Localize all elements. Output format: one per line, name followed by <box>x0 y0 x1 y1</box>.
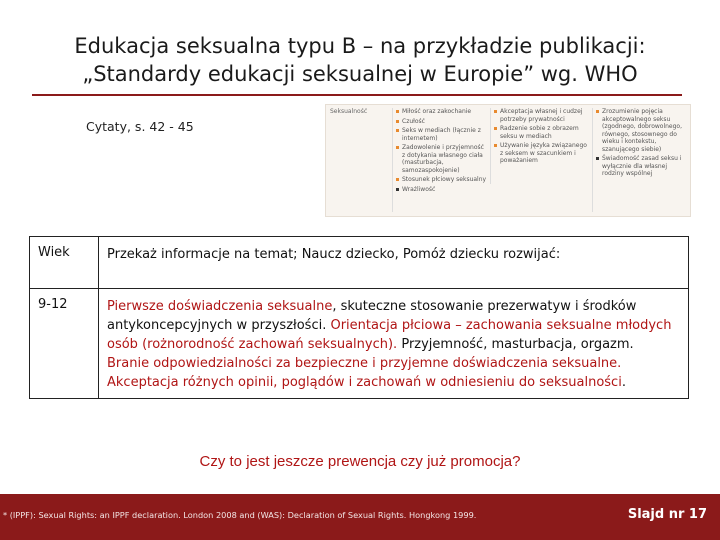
excerpt-item: Stosunek płciowy seksualny <box>396 176 488 184</box>
highlight-first-experiences: Pierwsze doświadczenia seksualne <box>107 299 333 314</box>
highlight-responsibility: Branie odpowiedzialności za bezpieczne i przyjemne doświadczenia seksualne. Akceptacja różnych opinii, poglądów i zachowań w odniesieniu do seksualności <box>107 356 622 390</box>
excerpt-item: Zrozumienie pojęcia akceptowalnego seksu (zgodnego, dobrowolnego, równego, stosownego do wieku i kontekstu, szanującego siebie) <box>596 108 688 153</box>
quote-label: Cytaty, s. 42 - 45 <box>86 119 194 134</box>
row-age: 9-12 <box>30 289 99 399</box>
excerpt-item: Wrażliwość <box>396 186 488 194</box>
excerpt-column-1 <box>392 108 488 212</box>
title-line-2: „Standardy edukacji seksualnej w Europie” wg. WHO <box>82 62 638 86</box>
table-header-row <box>30 237 689 289</box>
excerpt-column-2 <box>490 108 590 184</box>
excerpt-topic: Seksualność <box>330 108 368 115</box>
excerpt-item: Zadowolenie i przyjemność z dotykania własnego ciała (masturbacja, samozaspokojenie) <box>396 144 488 174</box>
excerpt-item: Czułość <box>396 118 488 126</box>
row-message <box>99 289 689 399</box>
excerpt-item: Akceptacja własnej i cudzej potrzeby prywatności <box>494 108 590 123</box>
excerpt-item: Używanie języka związanego z seksem w szacunkiem i poważaniem <box>494 142 590 165</box>
highlight-orientation: Orientacja płciowa – zachowania seksualne młodych osób (rożnorodność zachowań seksualnych). <box>107 318 672 352</box>
header-message: Przekaż informacje na temat; Naucz dziecko, Pomóż dziecku rozwijać: <box>99 237 689 289</box>
content-table <box>29 236 689 399</box>
footnote: * (IPPF): Sexual Rights: an IPPF declaration. London 2008 and (WAS): Declaration of Sexual Rights. Hongkong 1999. <box>3 510 477 520</box>
text-pleasure: Przyjemność, masturbacja, orgazm. <box>397 337 634 352</box>
excerpt-item: Radzenie sobie z obrazem seksu w mediach <box>494 125 590 140</box>
title-line-1: Edukacja seksualna typu B – na przykładzie publikacji: <box>74 34 646 58</box>
table-row <box>30 289 689 399</box>
footer-bar <box>0 494 720 540</box>
excerpt-item: Miłość oraz zakochanie <box>396 108 488 116</box>
title-divider <box>32 94 682 96</box>
slide-title <box>20 32 700 88</box>
text-contraception: , skuteczne stosowanie prezerwatyw i środków antykoncepcyjnych w przyszłości. <box>107 299 637 333</box>
excerpt-item: Seks w mediach (łącznie z internetem) <box>396 127 488 142</box>
question-text: Czy to jest jeszcze prewencja czy już promocja? <box>199 453 521 470</box>
excerpt-column-3 <box>592 108 688 212</box>
excerpt-item: Świadomość zasad seksu i wyłącznie dla własnej rodziny wspólnej <box>596 155 688 178</box>
excerpt-image <box>325 104 691 217</box>
slide-number: Slajd nr 17 <box>627 507 707 522</box>
text-period: . <box>621 375 626 390</box>
header-age: Wiek <box>30 237 99 289</box>
